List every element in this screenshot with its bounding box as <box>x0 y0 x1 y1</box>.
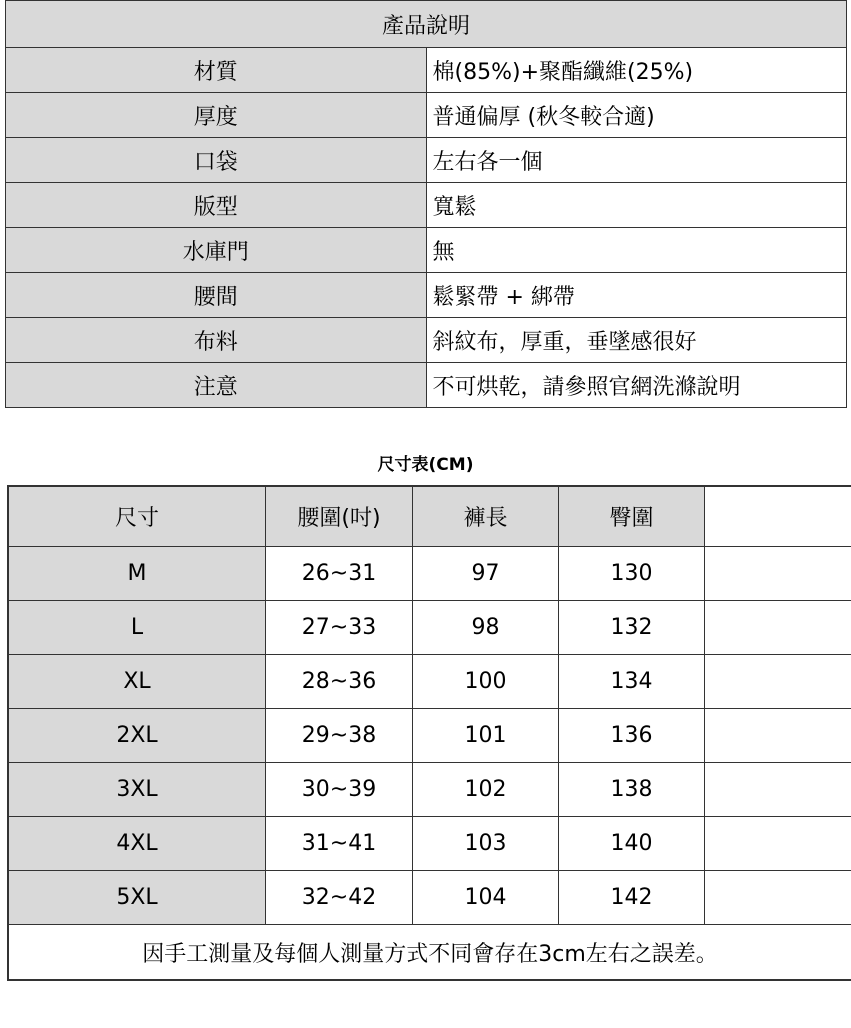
spec-value: 無 <box>426 228 847 273</box>
empty-cell <box>705 709 851 763</box>
spec-row <box>6 273 847 318</box>
size-chart-table <box>7 485 851 981</box>
size-cell: M <box>8 547 266 601</box>
spec-row <box>6 363 847 408</box>
col-header-hip: 臀圍 <box>559 486 705 547</box>
size-row <box>8 763 851 817</box>
hip-cell: 132 <box>559 601 705 655</box>
spec-value: 棉(85%)+聚酯纖維(25%) <box>426 48 847 93</box>
size-row <box>8 601 851 655</box>
spec-row <box>6 228 847 273</box>
product-spec-table <box>5 0 847 408</box>
spec-value: 不可烘乾，請參照官網洗滌說明 <box>426 363 847 408</box>
measurement-note: 因手工測量及每個人測量方式不同會存在3cm左右之誤差。 <box>8 925 851 981</box>
size-chart-title: 尺寸表(CM) <box>377 455 474 475</box>
spec-title: 產品說明 <box>6 1 847 48</box>
spec-row <box>6 318 847 363</box>
spec-value: 寬鬆 <box>426 183 847 228</box>
empty-cell <box>705 655 851 709</box>
size-cell: 4XL <box>8 817 266 871</box>
spec-label: 布料 <box>6 318 427 363</box>
waist-cell: 28~36 <box>266 655 413 709</box>
spec-row <box>6 93 847 138</box>
length-cell: 103 <box>413 817 559 871</box>
length-cell: 104 <box>413 871 559 925</box>
empty-cell <box>705 763 851 817</box>
length-cell: 100 <box>413 655 559 709</box>
waist-cell: 31~41 <box>266 817 413 871</box>
waist-cell: 30~39 <box>266 763 413 817</box>
empty-cell <box>705 817 851 871</box>
hip-cell: 134 <box>559 655 705 709</box>
hip-cell: 142 <box>559 871 705 925</box>
hip-cell: 130 <box>559 547 705 601</box>
size-header-row <box>8 486 851 547</box>
hip-cell: 138 <box>559 763 705 817</box>
spec-row <box>6 183 847 228</box>
waist-cell: 26~31 <box>266 547 413 601</box>
waist-cell: 29~38 <box>266 709 413 763</box>
length-cell: 101 <box>413 709 559 763</box>
col-header-length: 褲長 <box>413 486 559 547</box>
size-row <box>8 709 851 763</box>
spec-label: 注意 <box>6 363 427 408</box>
waist-cell: 27~33 <box>266 601 413 655</box>
spec-label: 版型 <box>6 183 427 228</box>
size-row <box>8 871 851 925</box>
spec-label: 材質 <box>6 48 427 93</box>
size-cell: XL <box>8 655 266 709</box>
hip-cell: 140 <box>559 817 705 871</box>
size-cell: L <box>8 601 266 655</box>
waist-cell: 32~42 <box>266 871 413 925</box>
spec-value: 鬆緊帶 + 綁帶 <box>426 273 847 318</box>
spec-label: 厚度 <box>6 93 427 138</box>
size-row <box>8 817 851 871</box>
size-cell: 2XL <box>8 709 266 763</box>
length-cell: 98 <box>413 601 559 655</box>
col-header-size: 尺寸 <box>8 486 266 547</box>
size-row <box>8 547 851 601</box>
spec-row <box>6 48 847 93</box>
empty-cell <box>705 871 851 925</box>
length-cell: 97 <box>413 547 559 601</box>
length-cell: 102 <box>413 763 559 817</box>
hip-cell: 136 <box>559 709 705 763</box>
empty-cell <box>705 601 851 655</box>
spec-label: 口袋 <box>6 138 427 183</box>
spec-label: 腰間 <box>6 273 427 318</box>
size-cell: 5XL <box>8 871 266 925</box>
size-cell: 3XL <box>8 763 266 817</box>
spec-value: 斜紋布，厚重，垂墜感很好 <box>426 318 847 363</box>
col-header-waist: 腰圍(吋) <box>266 486 413 547</box>
col-header-empty <box>705 486 851 547</box>
spec-value: 普通偏厚 (秋冬較合適) <box>426 93 847 138</box>
spec-value: 左右各一個 <box>426 138 847 183</box>
spec-row <box>6 138 847 183</box>
spec-label: 水庫門 <box>6 228 427 273</box>
empty-cell <box>705 547 851 601</box>
size-note-row <box>8 925 851 981</box>
spec-header-row <box>6 1 847 48</box>
size-row <box>8 655 851 709</box>
